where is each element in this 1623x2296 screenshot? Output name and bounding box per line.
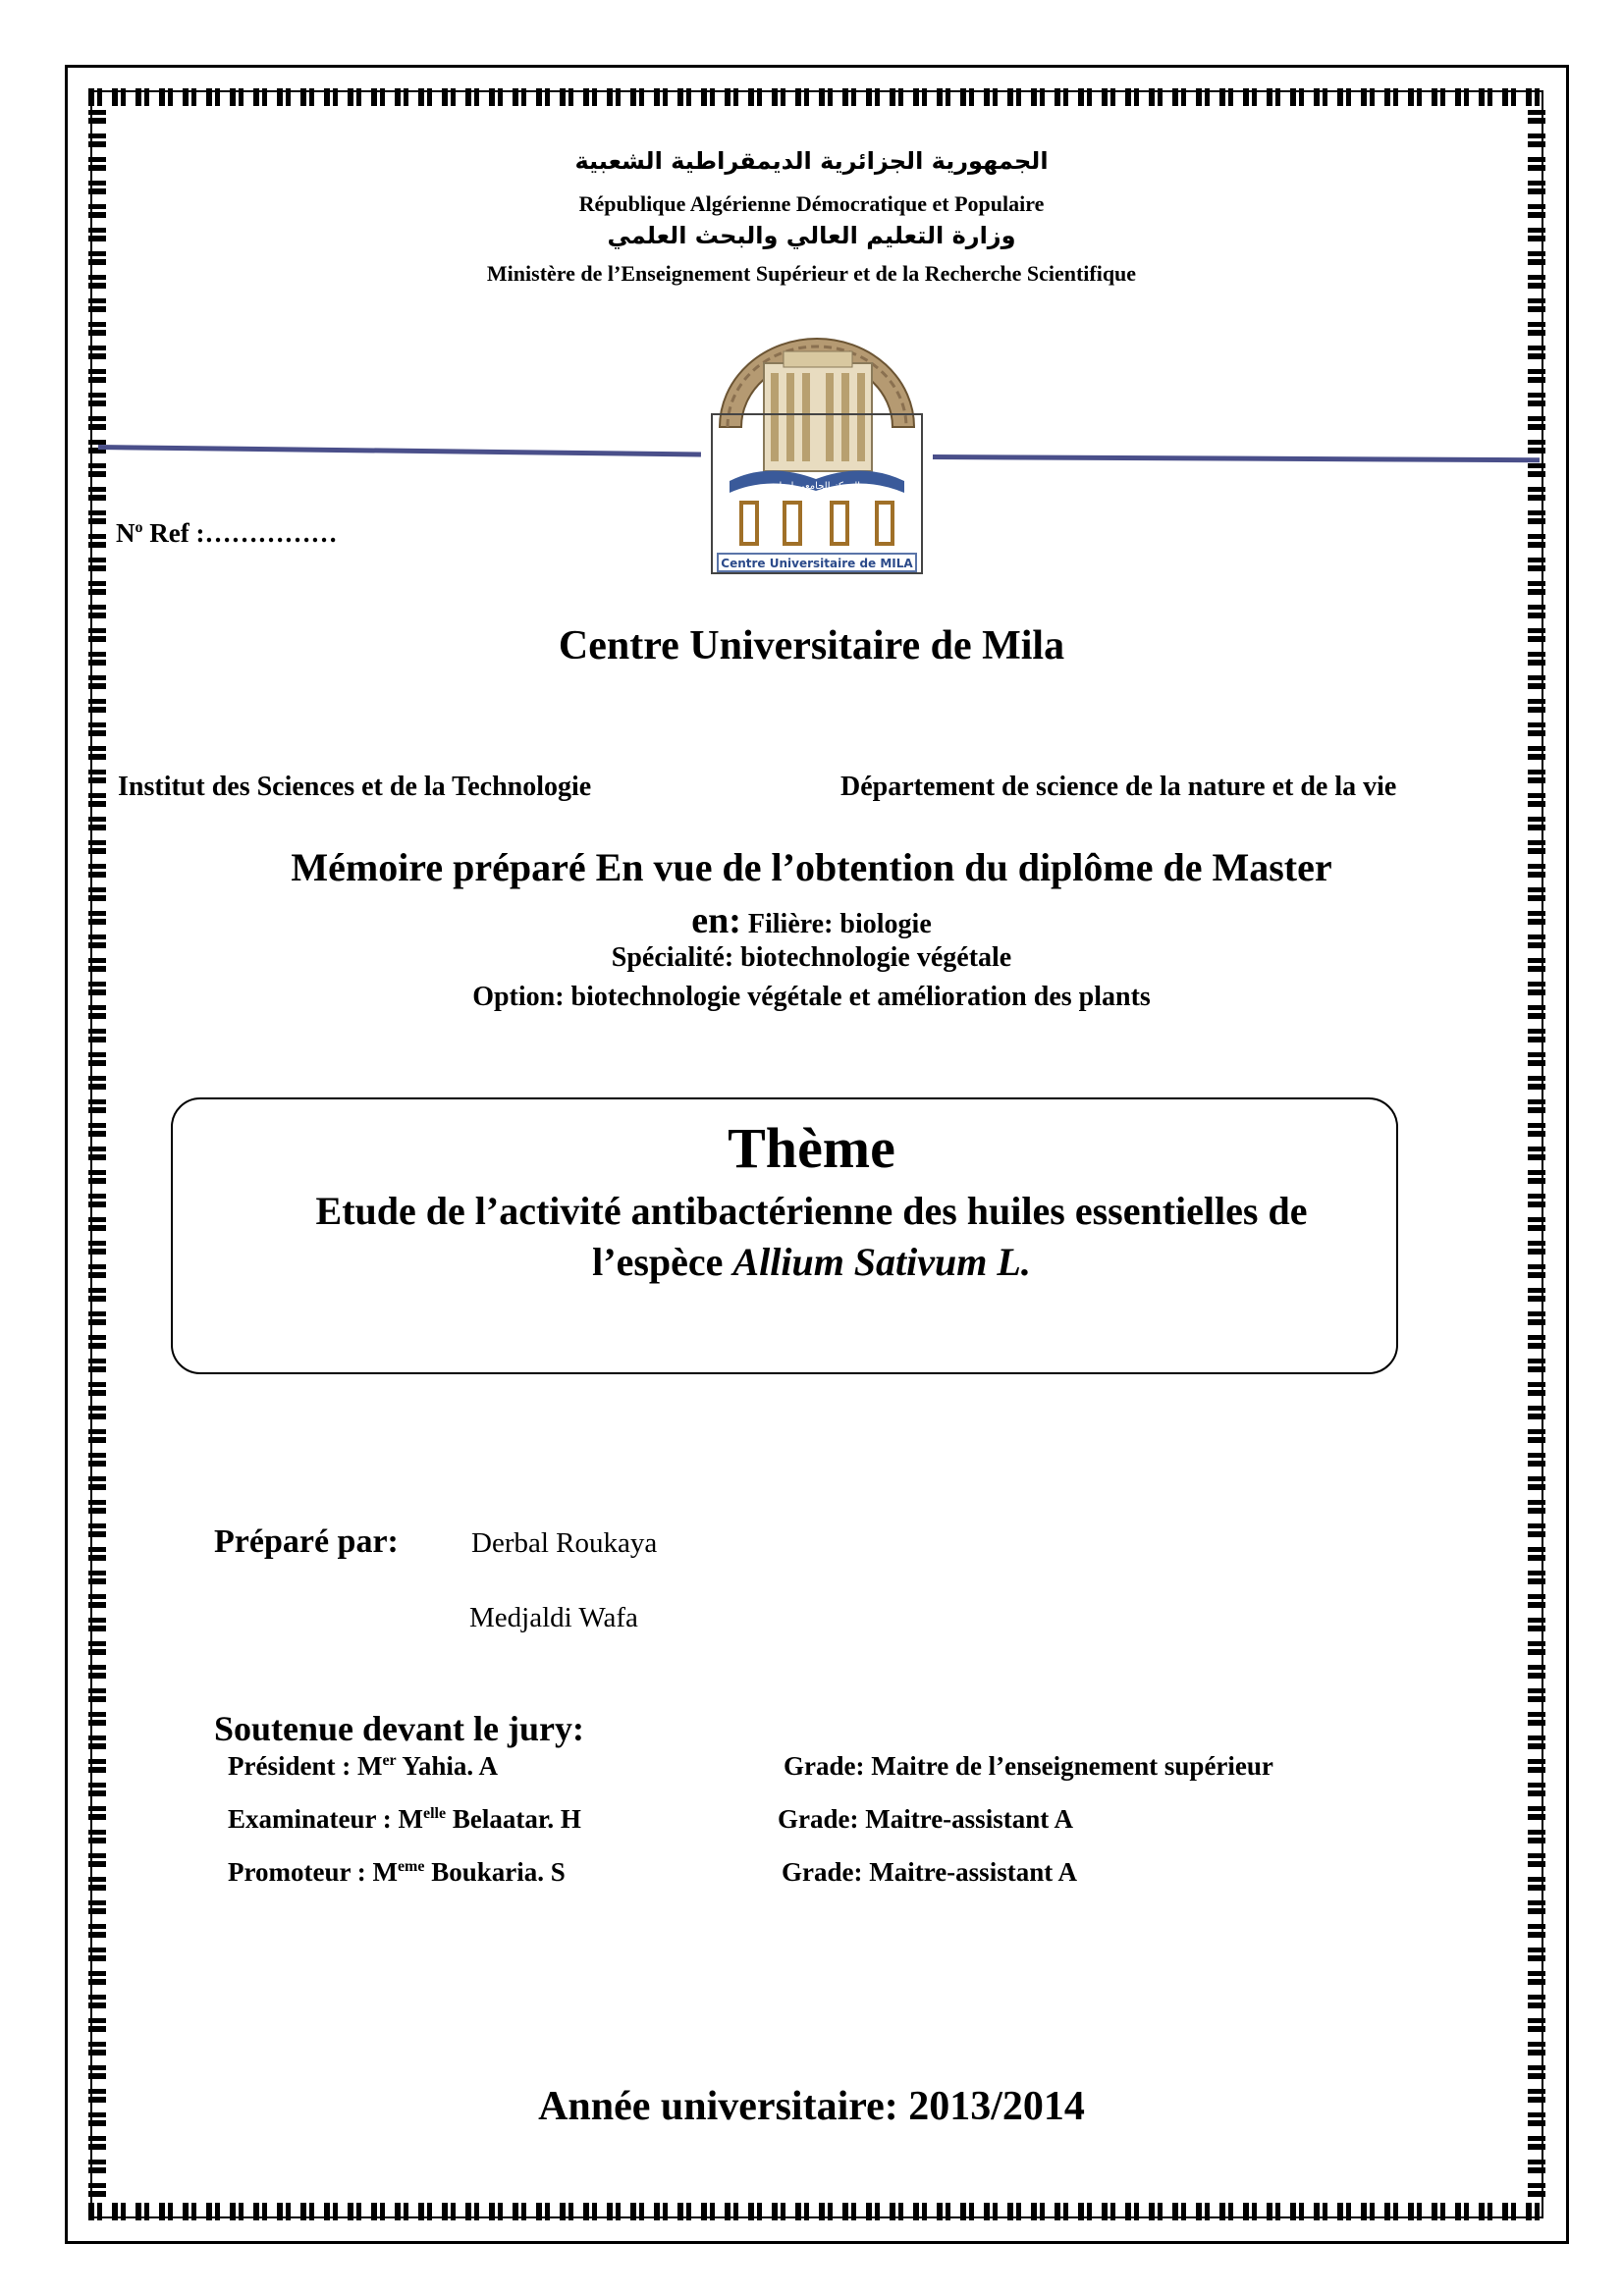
jury-grade: Grade: Maitre-assistant A <box>778 1804 1073 1834</box>
arabic-ministry: وزارة التعليم العالي والبحث العلمي <box>607 222 1016 249</box>
university-name: Centre Universitaire de Mila <box>558 623 1065 668</box>
species-name: Allium Sativum L. <box>732 1240 1031 1284</box>
theme-title-line2: l’espèce Allium Sativum L. <box>592 1240 1031 1284</box>
institute-name: Institut des Sciences et de la Technologie <box>118 772 592 802</box>
department-name: Département de science de la nature et de la vie <box>840 772 1397 802</box>
logo-arabic-caption: المركز الجامعي لميلة <box>773 481 861 492</box>
academic-year: Année universitaire: 2013/2014 <box>538 2084 1085 2129</box>
jury-grade: Grade: Maitre-assistant A <box>782 1857 1077 1887</box>
jury-grade: Grade: Maitre de l’enseignement supérieur <box>784 1751 1273 1781</box>
jury-member-president: Président : Mer Yahia. A <box>228 1751 498 1781</box>
filiere: Filière: biologie <box>740 909 932 939</box>
specialite: Spécialité: biotechnologie végétale <box>611 942 1012 973</box>
republic-title: République Algérienne Démocratique et Populaire <box>578 191 1045 216</box>
university-logo <box>710 334 924 575</box>
jury-label: Soutenue devant le jury: <box>214 1709 584 1748</box>
prepared-by-label: Préparé par: <box>214 1523 399 1560</box>
logo-caption: Centre Universitaire de MILA <box>721 557 913 570</box>
ministry-title: Ministère de l’Enseignement Supérieur et de la Recherche Scientifique <box>486 261 1137 286</box>
en-label: en: <box>691 900 741 941</box>
memoire-title: Mémoire préparé En vue de l’obtention du diplôme de Master <box>291 845 1332 889</box>
jury-member-examinateur: Examinateur : $M^{elle}$ Belaatar. H <box>228 1804 581 1834</box>
arabic-republic: الجمهورية الجزائرية الديمقراطية الشعبية <box>574 147 1049 175</box>
author-name: Medjaldi Wafa <box>469 1602 638 1633</box>
jury-member-promoteur: Promoteur : Meme Boukaria. S <box>228 1857 566 1887</box>
filiere-line <box>0 899 1623 942</box>
author-name: Derbal Roukaya <box>471 1527 658 1559</box>
theme-title-line1: Etude de l’activité antibactérienne des huiles essentielles de <box>315 1189 1308 1233</box>
option: Option: biotechnologie végétale et amélioration des plants <box>472 982 1151 1012</box>
theme-label: Thème <box>728 1116 895 1180</box>
reference-number: $N^o$ Ref :…………… <box>116 518 338 548</box>
